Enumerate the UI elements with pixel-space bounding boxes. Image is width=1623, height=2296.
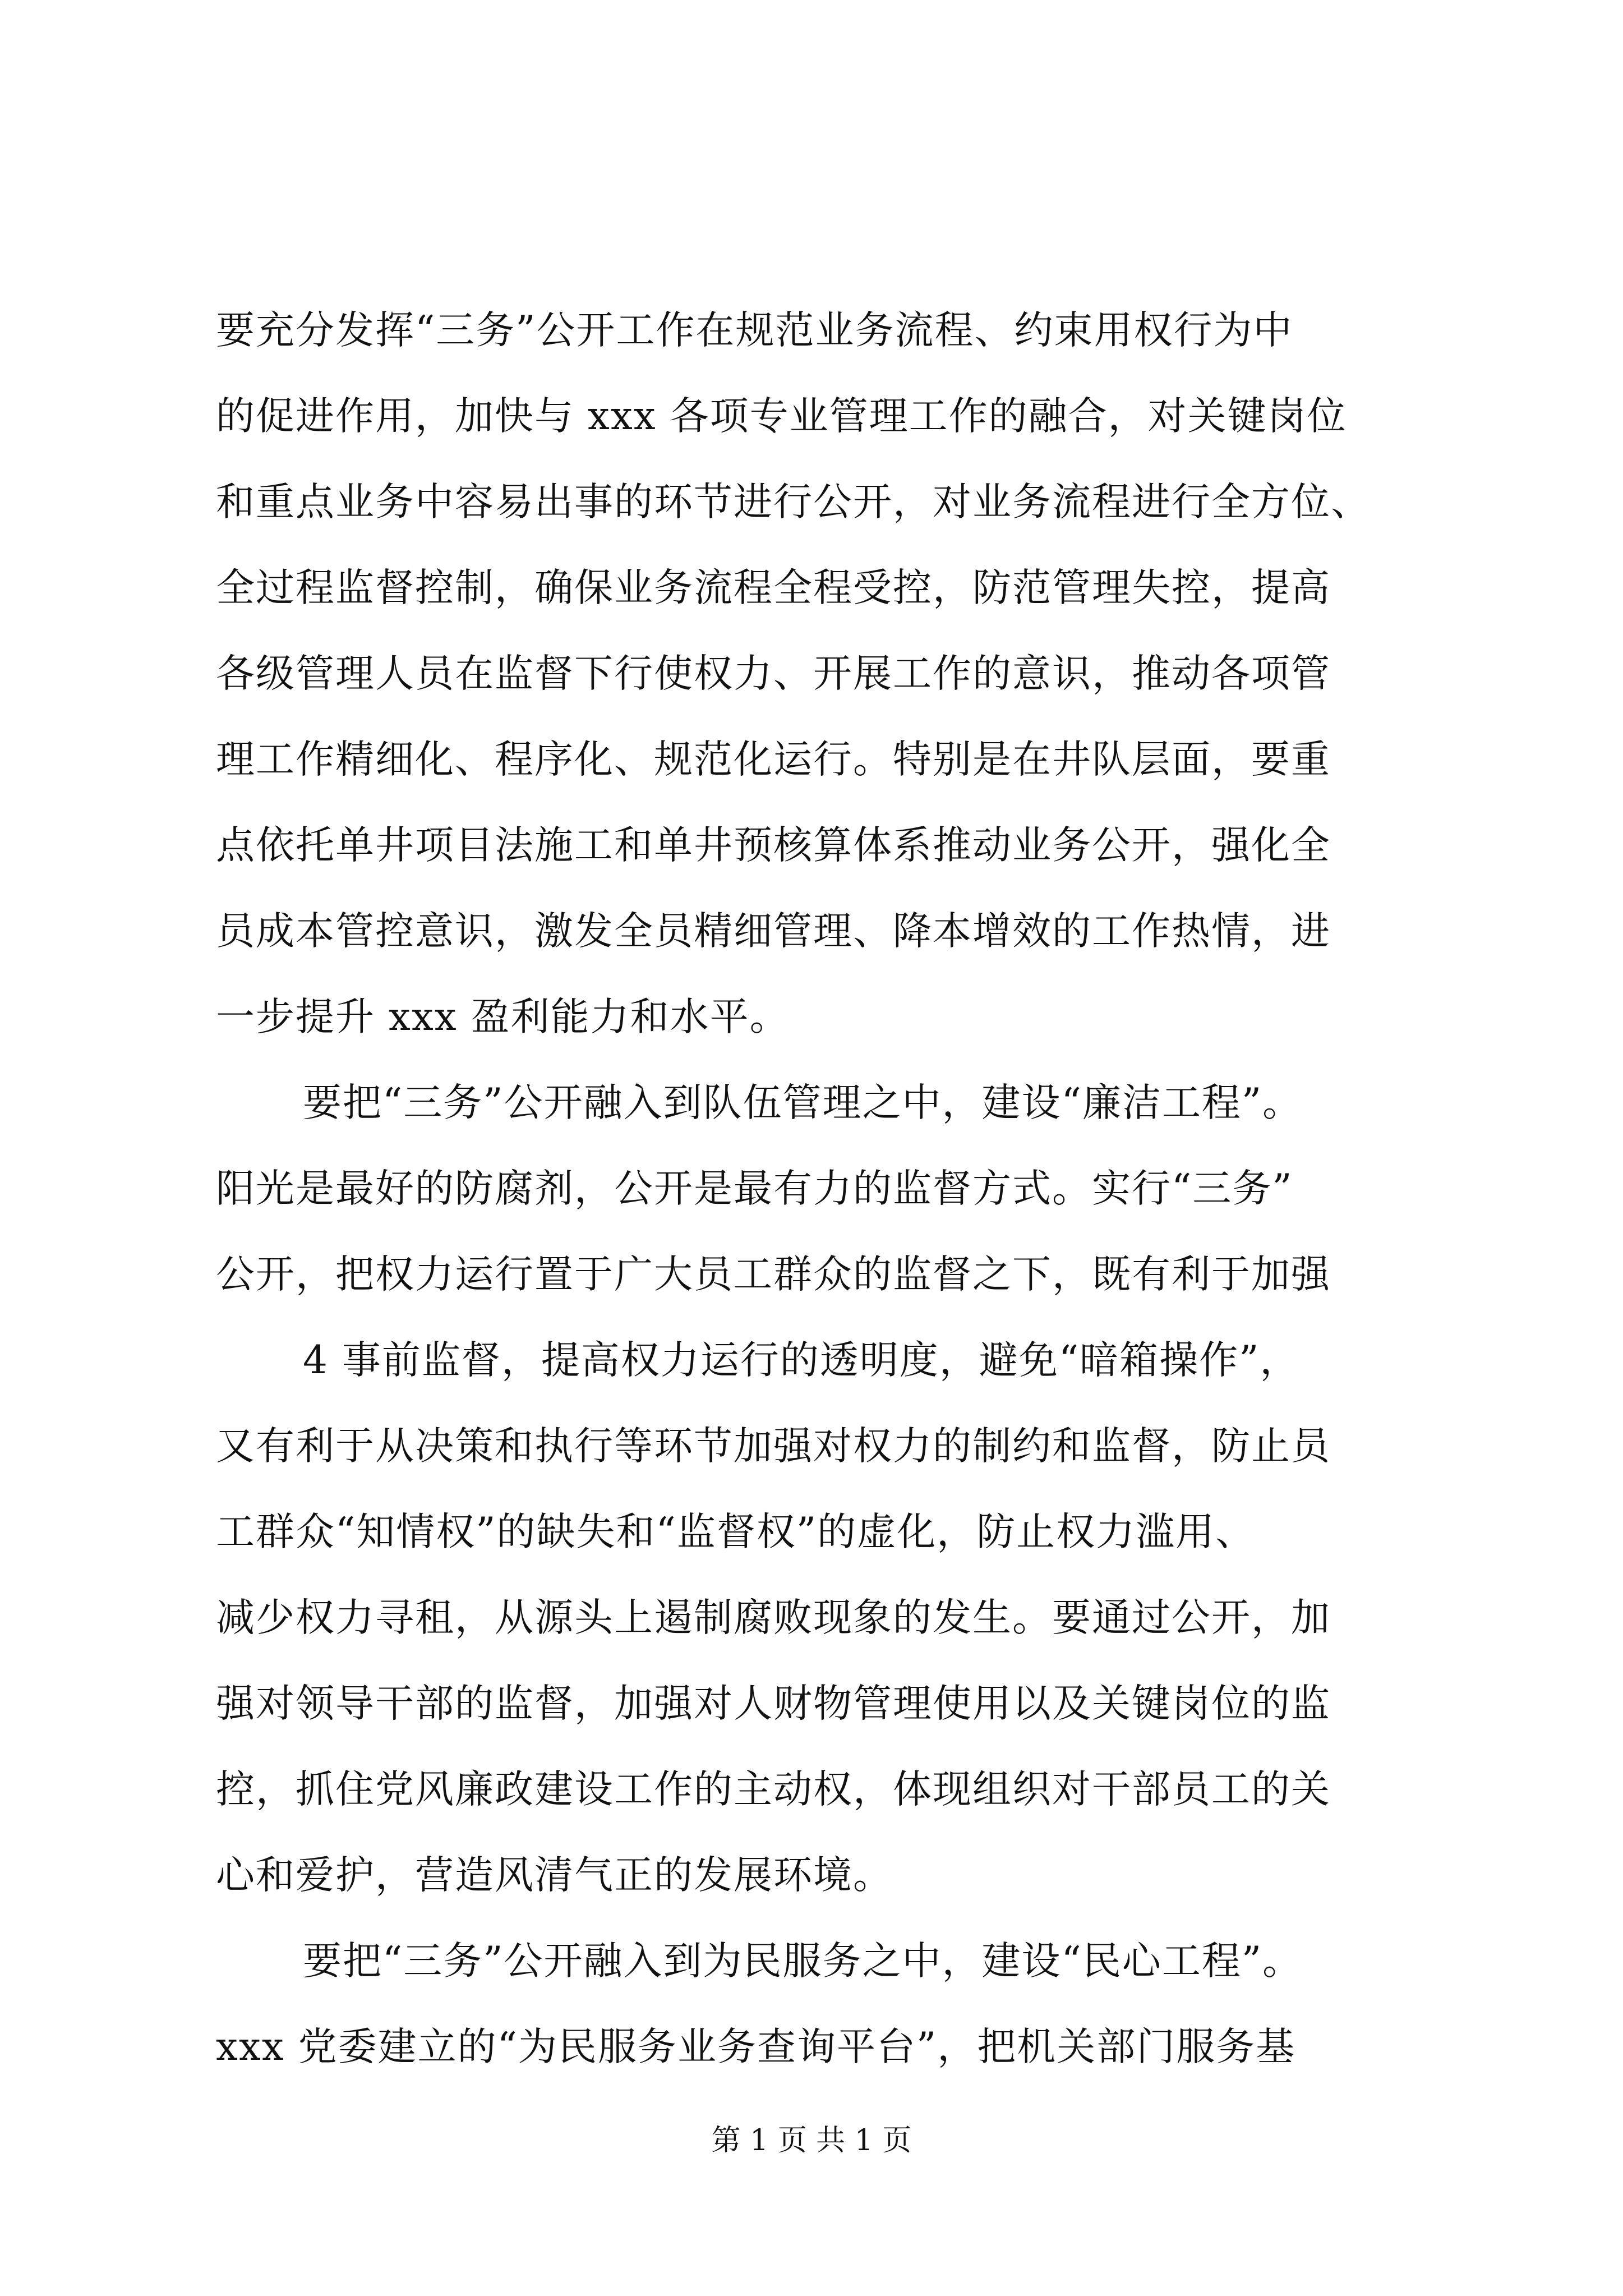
text-line: 点依托单井项目法施工和单井预核算体系推动业务公开，强化全	[216, 823, 1331, 868]
text-line: 强对领导干部的监督，加强对人财物管理使用以及关键岗位的监	[216, 1681, 1331, 1726]
text-line: 和重点业务中容易出事的环节进行公开，对业务流程进行全方位、	[216, 480, 1371, 524]
paragraph-start-line: 4 事前监督，提高权力运行的透明度，避免“暗箱操作”，	[303, 1338, 1300, 1383]
paragraph-start-line: 要把“三务”公开融入到队伍管理之中，建设“廉洁工程”。	[303, 1080, 1303, 1125]
text-line: 要充分发挥“三务”公开工作在规范业务流程、约束用权行为中	[216, 308, 1293, 353]
text-line: 工群众“知情权”的缺失和“监督权”的虚化，防止权力滥用、	[216, 1510, 1256, 1554]
page-footer: 第 1 页 共 1 页	[711, 2124, 912, 2157]
text-line: xxx 党委建立的“为民服务业务查询平台”，把机关部门服务基	[216, 2024, 1296, 2069]
text-line: 员成本管控意识，激发全员精细管理、降本增效的工作热情，进	[216, 909, 1331, 954]
text-line: 一步提升 xxx 盈利能力和水平。	[216, 995, 790, 1039]
text-line: 心和爱护，营造风清气正的发展环境。	[216, 1853, 893, 1898]
document-body	[216, 308, 1500, 2114]
text-line: 全过程监督控制，确保业务流程全程受控，防范管理失控，提高	[216, 565, 1331, 610]
paragraph-start-line: 要把“三务”公开融入到为民服务之中，建设“民心工程”。	[303, 1939, 1303, 1984]
text-line: 减少权力寻租，从源头上遏制腐败现象的发生。要通过公开，加	[216, 1595, 1331, 1640]
text-line: 的促进作用，加快与 xxx 各项专业管理工作的融合，对关键岗位	[216, 394, 1347, 439]
text-line: 理工作精细化、程序化、规范化运行。特别是在井队层面，要重	[216, 737, 1331, 782]
text-line: 控，抓住党风廉政建设工作的主动权，体现组织对干部员工的关	[216, 1767, 1331, 1812]
text-line: 公开，把权力运行置于广大员工群众的监督之下，既有利于加强	[216, 1252, 1331, 1297]
text-line: 又有利于从决策和执行等环节加强对权力的制约和监督，防止员	[216, 1424, 1331, 1469]
text-line: 阳光是最好的防腐剂，公开是最有力的监督方式。实行“三务”	[216, 1166, 1293, 1211]
text-line: 各级管理人员在监督下行使权力、开展工作的意识，推动各项管	[216, 651, 1331, 696]
